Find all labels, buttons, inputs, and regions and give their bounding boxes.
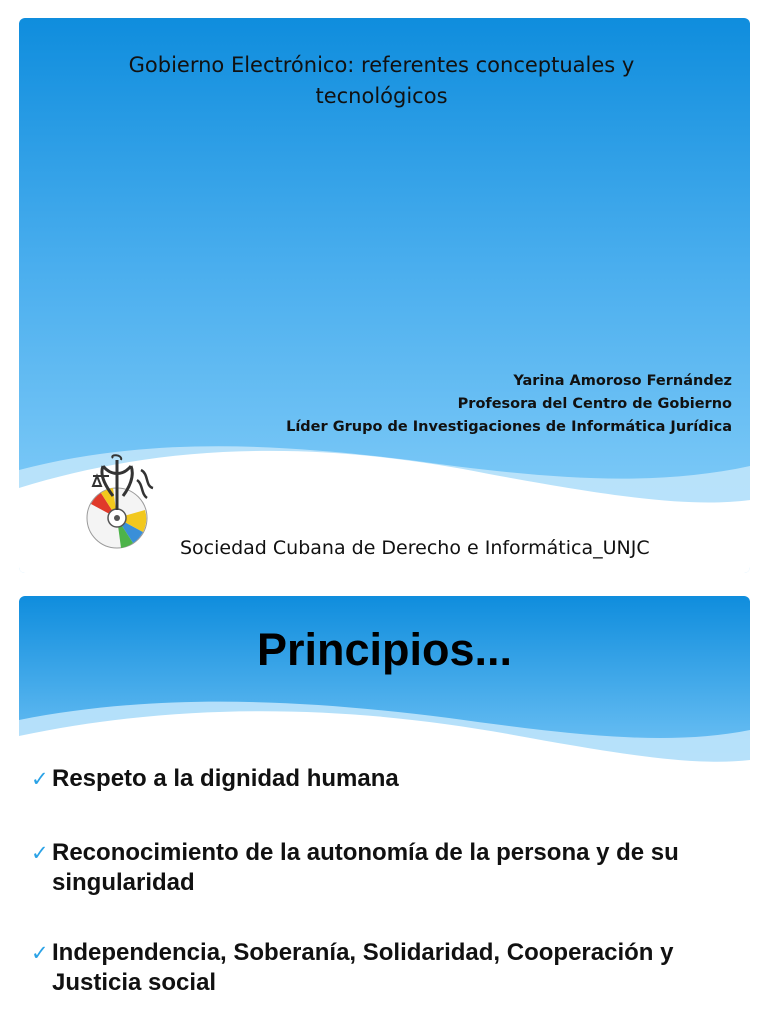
check-icon: ✓ [31, 841, 49, 865]
author-block [286, 370, 732, 439]
principles-list [31, 764, 741, 1024]
bullet-line-1: Independencia, Soberanía, Solidaridad, Cooperación y [52, 939, 674, 966]
title-line-1: Gobierno Electrónico: referentes conceptuales y [128, 53, 635, 77]
slide-title: Principios... [256, 624, 513, 675]
scales-and-disc-logo-icon [83, 454, 163, 550]
bullet-line-2: Justicia social [52, 969, 217, 996]
society-name: Sociedad Cubana de Derecho e Informática_UNJC [180, 537, 650, 559]
author-name: Yarina Amoroso Fernández [513, 373, 732, 389]
check-icon: ✓ [31, 941, 49, 965]
presentation-title [79, 50, 684, 112]
title-line-2: tecnológicos [315, 84, 448, 108]
principles-slide [19, 596, 750, 1024]
list-item [31, 938, 741, 998]
bullet-line-2: singularidad [52, 869, 195, 896]
author-role: Profesora del Centro de Gobierno [457, 396, 732, 412]
bullet-line-1: Respeto a la dignidad humana [52, 765, 399, 792]
check-icon: ✓ [31, 767, 49, 791]
title-slide [19, 18, 750, 573]
bullet-line-1: Reconocimiento de la autonomía de la persona y de su [52, 839, 679, 866]
author-group: Líder Grupo de Investigaciones de Informática Jurídica [286, 419, 732, 435]
list-item [31, 838, 741, 898]
list-item [31, 764, 741, 794]
